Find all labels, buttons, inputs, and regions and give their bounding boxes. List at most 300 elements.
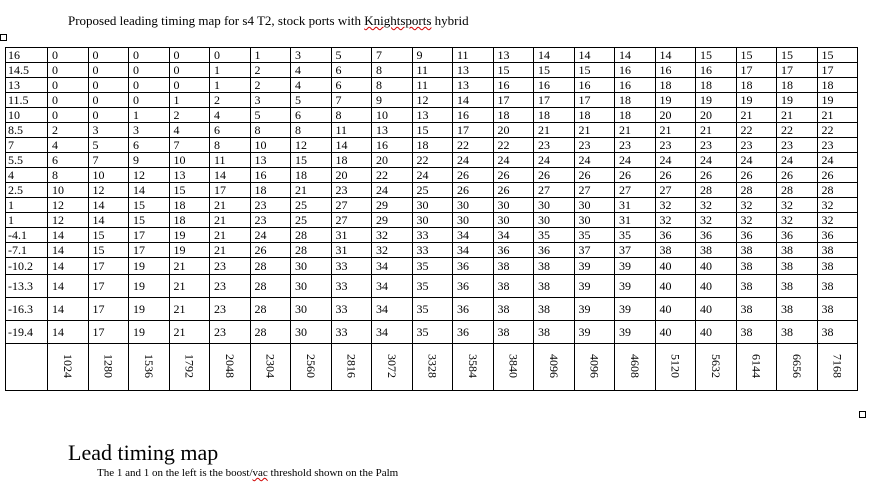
table-cell: 17 xyxy=(453,123,494,138)
table-cell: 36 xyxy=(655,228,696,243)
rpm-axis-cell xyxy=(493,344,534,391)
table-cell: 14 xyxy=(129,183,170,198)
table-cell: 38 xyxy=(736,243,777,258)
table-row xyxy=(6,275,858,298)
table-cell: 21 xyxy=(169,258,210,275)
table-cell: 2 xyxy=(250,63,291,78)
note-text-end: threshold shown on the Palm xyxy=(267,467,399,479)
table-cell: 22 xyxy=(372,168,413,183)
table-cell: 10 xyxy=(88,168,129,183)
rpm-axis-cell xyxy=(169,344,210,391)
table-cell: 36 xyxy=(453,321,494,344)
table-cell: 15 xyxy=(736,48,777,63)
table-cell: 38 xyxy=(817,321,858,344)
table-cell: 13 xyxy=(453,78,494,93)
table-cell: 11 xyxy=(412,78,453,93)
table-cell: 23 xyxy=(210,275,251,298)
table-cell: 14 xyxy=(88,198,129,213)
table-cell: 31 xyxy=(331,228,372,243)
table-cell: 13 xyxy=(372,123,413,138)
rpm-tick-label: 3328 xyxy=(425,354,440,378)
table-cell: 15 xyxy=(88,243,129,258)
rpm-tick-label: 4608 xyxy=(627,354,642,378)
rpm-tick-label: 2816 xyxy=(344,354,359,378)
table-cell: 30 xyxy=(574,213,615,228)
title-text-end: hybrid xyxy=(431,13,469,28)
table-cell: 15 xyxy=(493,63,534,78)
document-title xyxy=(68,13,469,29)
table-cell: 0 xyxy=(169,63,210,78)
table-cell: 32 xyxy=(655,198,696,213)
table-move-handle[interactable] xyxy=(0,34,7,41)
table-cell: 40 xyxy=(655,258,696,275)
rpm-axis-cell xyxy=(412,344,453,391)
table-cell: 24 xyxy=(615,153,656,168)
table-cell: 0 xyxy=(48,108,89,123)
table-cell: 23 xyxy=(696,138,737,153)
table-cell: 39 xyxy=(615,298,656,321)
table-cell: 0 xyxy=(88,63,129,78)
table-cell: 8 xyxy=(291,123,332,138)
table-cell: 21 xyxy=(777,108,818,123)
table-cell: 19 xyxy=(655,93,696,108)
row-label: 11.5 xyxy=(6,93,48,108)
table-cell: 20 xyxy=(493,123,534,138)
table-cell: 19 xyxy=(129,298,170,321)
table-cell: 1 xyxy=(210,63,251,78)
table-cell: 38 xyxy=(696,243,737,258)
table-cell: 33 xyxy=(412,243,453,258)
table-cell: 7 xyxy=(88,153,129,168)
table-cell: 24 xyxy=(250,228,291,243)
table-cell: 32 xyxy=(372,228,413,243)
table-cell: 38 xyxy=(736,275,777,298)
table-cell: 32 xyxy=(777,198,818,213)
table-cell: 15 xyxy=(129,198,170,213)
table-cell: 20 xyxy=(331,168,372,183)
table-cell: 12 xyxy=(88,183,129,198)
table-cell: 38 xyxy=(736,298,777,321)
table-cell: 15 xyxy=(291,153,332,168)
table-cell: 14 xyxy=(48,321,89,344)
table-cell: 33 xyxy=(331,298,372,321)
table-cell: 14 xyxy=(210,168,251,183)
table-cell: 12 xyxy=(412,93,453,108)
table-cell: 24 xyxy=(736,153,777,168)
table-cell: 16 xyxy=(696,63,737,78)
table-cell: 23 xyxy=(210,298,251,321)
table-cell: 38 xyxy=(736,258,777,275)
table-cell: 21 xyxy=(169,275,210,298)
table-cell: 0 xyxy=(169,48,210,63)
table-cell: 17 xyxy=(129,228,170,243)
table-cell: 38 xyxy=(736,321,777,344)
rpm-tick-label: 5120 xyxy=(668,354,683,378)
table-cell: 36 xyxy=(736,228,777,243)
table-cell: 17 xyxy=(88,298,129,321)
title-text-start: Proposed leading timing map for s4 T2, stock ports with xyxy=(68,13,365,28)
table-cell: 32 xyxy=(696,213,737,228)
table-cell: 14 xyxy=(574,48,615,63)
table-cell: 35 xyxy=(615,228,656,243)
table-cell: 40 xyxy=(696,275,737,298)
rpm-tick-label: 2560 xyxy=(303,354,318,378)
table-row xyxy=(6,138,858,153)
table-cell: 27 xyxy=(534,183,575,198)
table-cell: 10 xyxy=(250,138,291,153)
table-cell: 9 xyxy=(372,93,413,108)
table-resize-handle[interactable] xyxy=(859,411,866,418)
table-cell: 36 xyxy=(453,258,494,275)
table-cell: 25 xyxy=(291,198,332,213)
table-cell: 21 xyxy=(169,298,210,321)
table-cell: 24 xyxy=(453,153,494,168)
table-cell: 27 xyxy=(331,198,372,213)
table-cell: 0 xyxy=(48,78,89,93)
table-cell: 31 xyxy=(331,243,372,258)
table-row xyxy=(6,321,858,344)
table-cell: 18 xyxy=(534,108,575,123)
table-cell: 14 xyxy=(48,258,89,275)
table-cell: 14 xyxy=(48,298,89,321)
table-cell: 36 xyxy=(493,243,534,258)
rpm-axis-cell xyxy=(574,344,615,391)
table-cell: 35 xyxy=(534,228,575,243)
rpm-axis-cell xyxy=(534,344,575,391)
table-cell: 21 xyxy=(210,213,251,228)
rpm-axis-cell xyxy=(453,344,494,391)
table-cell: 16 xyxy=(615,63,656,78)
table-cell: 0 xyxy=(88,78,129,93)
table-cell: 36 xyxy=(817,228,858,243)
table-cell: 20 xyxy=(372,153,413,168)
table-cell: 37 xyxy=(615,243,656,258)
table-row xyxy=(6,48,858,63)
table-cell: 12 xyxy=(48,213,89,228)
table-cell: 18 xyxy=(331,153,372,168)
row-label: -19.4 xyxy=(6,321,48,344)
table-cell: 28 xyxy=(250,321,291,344)
section-heading: Lead timing map xyxy=(68,440,219,465)
table-cell: 40 xyxy=(696,321,737,344)
table-cell: 36 xyxy=(453,298,494,321)
rpm-tick-label: 5632 xyxy=(708,354,723,378)
row-label: -16.3 xyxy=(6,298,48,321)
table-cell: 7 xyxy=(169,138,210,153)
rpm-axis-cell xyxy=(88,344,129,391)
table-cell: 6 xyxy=(331,63,372,78)
table-cell: 38 xyxy=(817,243,858,258)
table-cell: 24 xyxy=(493,153,534,168)
table-cell: 16 xyxy=(453,108,494,123)
table-row xyxy=(6,93,858,108)
table-cell: 19 xyxy=(777,93,818,108)
table-cell: 19 xyxy=(129,258,170,275)
table-cell: 23 xyxy=(250,213,291,228)
table-cell: 36 xyxy=(534,243,575,258)
rpm-axis-cell xyxy=(372,344,413,391)
table-cell: 0 xyxy=(88,48,129,63)
table-cell: 0 xyxy=(88,108,129,123)
table-cell: 39 xyxy=(615,275,656,298)
table-cell: 26 xyxy=(493,183,534,198)
table-cell: 4 xyxy=(169,123,210,138)
table-cell: 25 xyxy=(412,183,453,198)
table-cell: 39 xyxy=(574,275,615,298)
table-cell: 21 xyxy=(574,123,615,138)
title-misspelled-word: Knightsports xyxy=(364,13,432,28)
table-cell: 17 xyxy=(574,93,615,108)
table-cell: 4 xyxy=(291,78,332,93)
table-cell: 26 xyxy=(736,168,777,183)
table-cell: 35 xyxy=(574,228,615,243)
table-cell: 18 xyxy=(574,108,615,123)
table-cell: 24 xyxy=(574,153,615,168)
rpm-axis-cell xyxy=(777,344,818,391)
table-cell: 0 xyxy=(88,93,129,108)
table-cell: 27 xyxy=(574,183,615,198)
table-cell: 11 xyxy=(331,123,372,138)
rpm-axis-cell xyxy=(48,344,89,391)
table-cell: 33 xyxy=(331,321,372,344)
table-cell: 11 xyxy=(210,153,251,168)
table-cell: 38 xyxy=(817,275,858,298)
table-cell: 17 xyxy=(88,258,129,275)
table-cell: 24 xyxy=(655,153,696,168)
table-cell: 7 xyxy=(331,93,372,108)
table-cell: 23 xyxy=(331,183,372,198)
table-cell: 30 xyxy=(493,213,534,228)
table-cell: 38 xyxy=(493,298,534,321)
table-cell: 35 xyxy=(412,258,453,275)
table-cell: 16 xyxy=(615,78,656,93)
table-cell: 14 xyxy=(615,48,656,63)
table-cell: 34 xyxy=(372,275,413,298)
table-cell: 21 xyxy=(615,123,656,138)
table-cell: 20 xyxy=(655,108,696,123)
table-cell: 14 xyxy=(655,48,696,63)
table-cell: 26 xyxy=(777,168,818,183)
table-cell: 17 xyxy=(129,243,170,258)
rpm-tick-label: 2304 xyxy=(263,354,278,378)
table-row xyxy=(6,258,858,275)
table-cell: 22 xyxy=(777,123,818,138)
table-cell: 34 xyxy=(453,228,494,243)
row-label: -4.1 xyxy=(6,228,48,243)
table-cell: 39 xyxy=(574,321,615,344)
rpm-tick-label: 1792 xyxy=(182,354,197,378)
row-label: 13 xyxy=(6,78,48,93)
table-cell: 34 xyxy=(453,243,494,258)
table-cell: 16 xyxy=(534,78,575,93)
table-row xyxy=(6,63,858,78)
table-cell: 5 xyxy=(88,138,129,153)
table-cell: 38 xyxy=(777,258,818,275)
table-cell: 21 xyxy=(817,108,858,123)
table-cell: 15 xyxy=(412,123,453,138)
table-cell: 38 xyxy=(777,243,818,258)
table-cell: 18 xyxy=(291,168,332,183)
table-cell: 21 xyxy=(210,243,251,258)
table-cell: 8 xyxy=(210,138,251,153)
table-cell: 13 xyxy=(493,48,534,63)
table-cell: 19 xyxy=(129,275,170,298)
table-cell: 18 xyxy=(817,78,858,93)
table-cell: 16 xyxy=(574,78,615,93)
table-cell: 19 xyxy=(169,243,210,258)
table-cell: 23 xyxy=(817,138,858,153)
rpm-axis-cell xyxy=(736,344,777,391)
axis-corner-cell xyxy=(6,344,48,391)
timing-map-table xyxy=(5,47,858,391)
table-cell: 4 xyxy=(291,63,332,78)
table-cell: 26 xyxy=(534,168,575,183)
table-cell: 30 xyxy=(493,198,534,213)
rpm-axis-row xyxy=(6,344,858,391)
table-cell: 0 xyxy=(129,63,170,78)
rpm-axis-cell xyxy=(291,344,332,391)
table-cell: 0 xyxy=(48,63,89,78)
table-cell: 2 xyxy=(169,108,210,123)
row-label: 2.5 xyxy=(6,183,48,198)
table-row xyxy=(6,198,858,213)
rpm-axis-cell xyxy=(210,344,251,391)
table-row xyxy=(6,243,858,258)
table-cell: 7 xyxy=(372,48,413,63)
table-cell: 2 xyxy=(210,93,251,108)
table-cell: 32 xyxy=(372,243,413,258)
table-cell: 1 xyxy=(129,108,170,123)
table-cell: 17 xyxy=(736,63,777,78)
table-cell: 14 xyxy=(453,93,494,108)
table-cell: 24 xyxy=(534,153,575,168)
table-cell: 8 xyxy=(372,78,413,93)
table-cell: 9 xyxy=(129,153,170,168)
table-row xyxy=(6,78,858,93)
table-cell: 13 xyxy=(250,153,291,168)
table-cell: 12 xyxy=(129,168,170,183)
table-cell: 14 xyxy=(88,213,129,228)
table-row xyxy=(6,298,858,321)
table-cell: 8 xyxy=(250,123,291,138)
table-cell: 16 xyxy=(250,168,291,183)
table-cell: 27 xyxy=(331,213,372,228)
table-cell: 14 xyxy=(48,243,89,258)
table-cell: 36 xyxy=(777,228,818,243)
table-cell: 17 xyxy=(777,63,818,78)
table-cell: 16 xyxy=(372,138,413,153)
table-cell: 15 xyxy=(574,63,615,78)
row-label: 10 xyxy=(6,108,48,123)
table-cell: 30 xyxy=(291,258,332,275)
table-cell: 40 xyxy=(696,298,737,321)
table-cell: 33 xyxy=(412,228,453,243)
table-cell: 18 xyxy=(777,78,818,93)
table-cell: 19 xyxy=(817,93,858,108)
rpm-axis-cell xyxy=(129,344,170,391)
table-row xyxy=(6,108,858,123)
table-cell: 18 xyxy=(250,183,291,198)
table-cell: 18 xyxy=(655,78,696,93)
table-cell: 36 xyxy=(453,275,494,298)
footnote xyxy=(97,467,398,479)
table-cell: 26 xyxy=(453,168,494,183)
table-cell: 24 xyxy=(696,153,737,168)
table-cell: 19 xyxy=(736,93,777,108)
table-cell: 12 xyxy=(48,198,89,213)
table-cell: 26 xyxy=(574,168,615,183)
table-cell: 15 xyxy=(169,183,210,198)
table-row xyxy=(6,168,858,183)
table-cell: 6 xyxy=(210,123,251,138)
table-cell: 24 xyxy=(412,168,453,183)
table-cell: 38 xyxy=(777,298,818,321)
table-cell: 22 xyxy=(817,123,858,138)
table-cell: 18 xyxy=(412,138,453,153)
table-cell: 38 xyxy=(655,243,696,258)
row-label: 8.5 xyxy=(6,123,48,138)
table-cell: 36 xyxy=(696,228,737,243)
table-cell: 18 xyxy=(736,78,777,93)
table-cell: 28 xyxy=(250,275,291,298)
table-cell: 38 xyxy=(493,321,534,344)
table-cell: 21 xyxy=(534,123,575,138)
table-cell: 20 xyxy=(696,108,737,123)
table-cell: 11 xyxy=(453,48,494,63)
table-cell: 18 xyxy=(696,78,737,93)
table-cell: 38 xyxy=(777,321,818,344)
note-text-start: The 1 and 1 on the left is the boost/ xyxy=(97,467,253,479)
table-cell: 24 xyxy=(817,153,858,168)
rpm-tick-label: 4096 xyxy=(587,354,602,378)
table-cell: 13 xyxy=(169,168,210,183)
table-cell: 39 xyxy=(615,258,656,275)
table-cell: 16 xyxy=(655,63,696,78)
table-cell: 18 xyxy=(615,108,656,123)
table-cell: 12 xyxy=(291,138,332,153)
table-cell: 0 xyxy=(48,93,89,108)
table-cell: 30 xyxy=(534,198,575,213)
table-cell: 17 xyxy=(88,321,129,344)
table-cell: 22 xyxy=(453,138,494,153)
table-cell: 37 xyxy=(574,243,615,258)
table-cell: 18 xyxy=(615,93,656,108)
rpm-tick-label: 3584 xyxy=(465,354,480,378)
table-cell: 38 xyxy=(817,258,858,275)
table-cell: 30 xyxy=(453,198,494,213)
table-cell: 26 xyxy=(493,168,534,183)
table-cell: 4 xyxy=(210,108,251,123)
table-cell: 21 xyxy=(655,123,696,138)
row-label: 1 xyxy=(6,213,48,228)
table-cell: 23 xyxy=(655,138,696,153)
table-cell: 15 xyxy=(777,48,818,63)
rpm-tick-label: 3840 xyxy=(506,354,521,378)
table-cell: 38 xyxy=(534,258,575,275)
table-cell: 14 xyxy=(48,275,89,298)
table-cell: 26 xyxy=(817,168,858,183)
table-cell: 23 xyxy=(736,138,777,153)
table-cell: 15 xyxy=(534,63,575,78)
table-cell: 19 xyxy=(169,228,210,243)
row-label: 5.5 xyxy=(6,153,48,168)
table-cell: 28 xyxy=(777,183,818,198)
table-cell: 3 xyxy=(291,48,332,63)
table-cell: 3 xyxy=(129,123,170,138)
note-misspelled-word: vac xyxy=(252,467,268,479)
row-label: 1 xyxy=(6,198,48,213)
table-cell: 0 xyxy=(210,48,251,63)
